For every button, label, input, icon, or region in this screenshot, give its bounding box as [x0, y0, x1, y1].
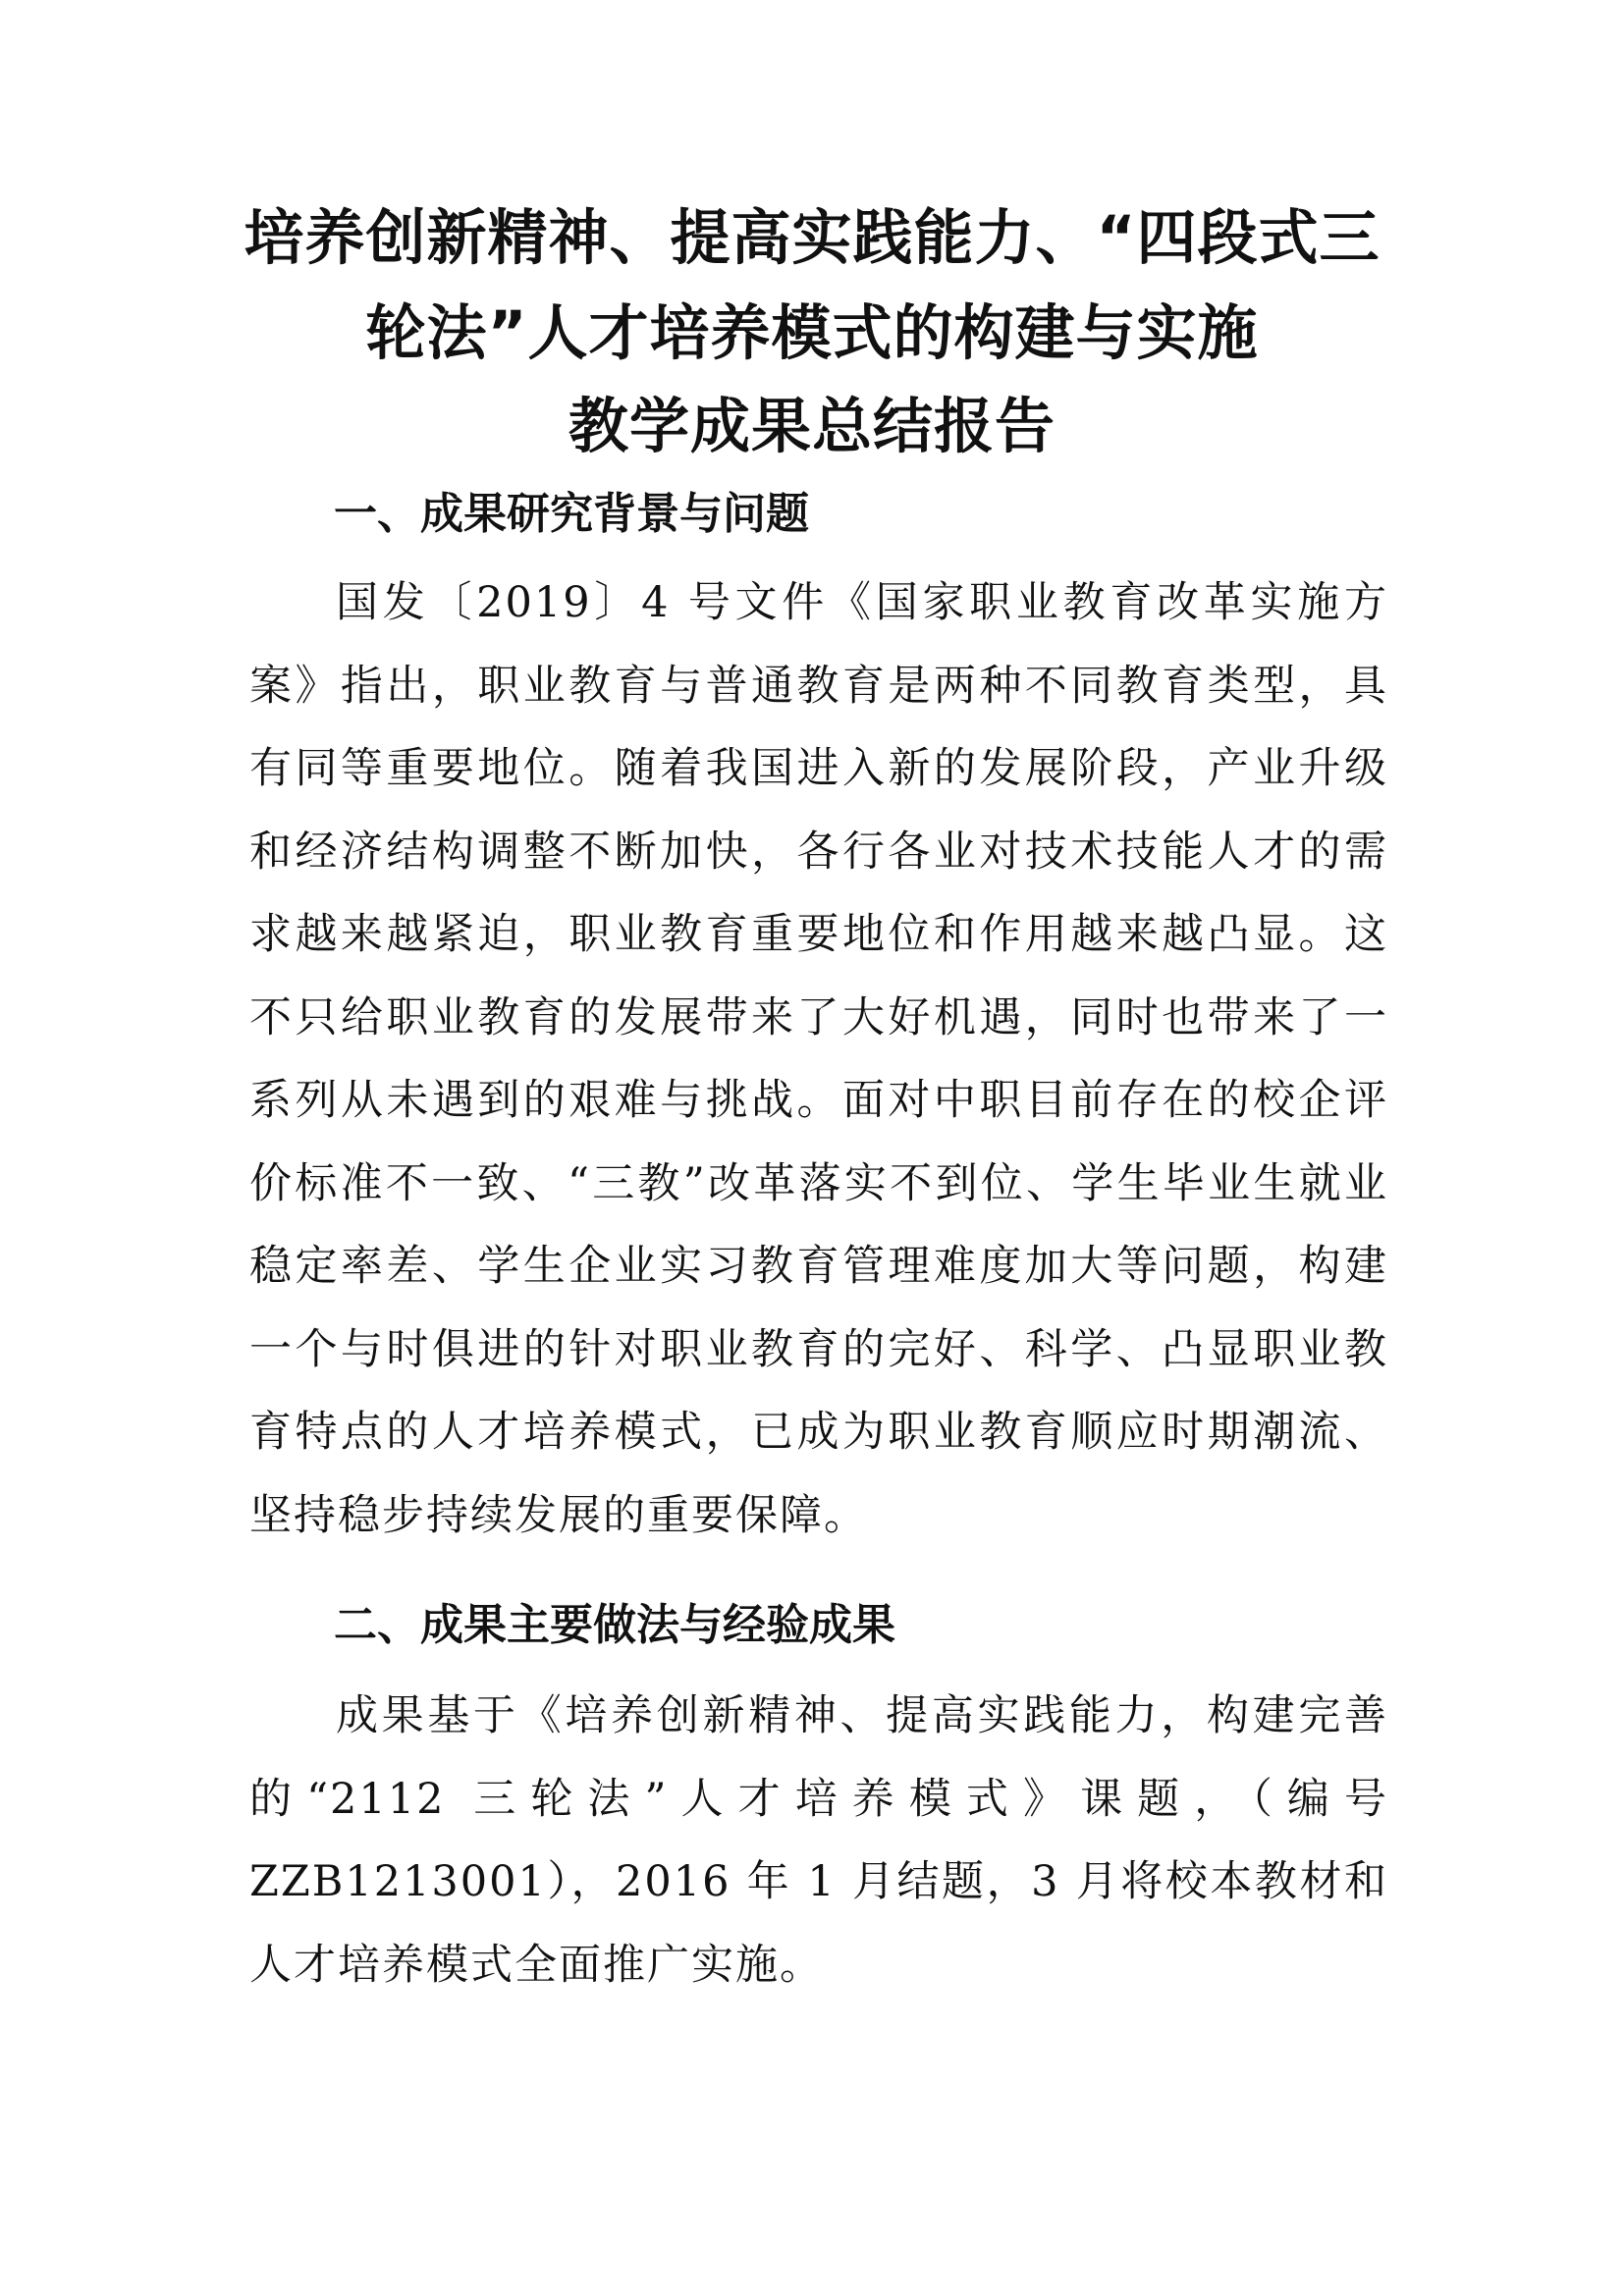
- section-heading-practice: 二、成果主要做法与经验成果: [334, 1600, 895, 1650]
- document-title-line-3: 教学成果总结报告: [568, 392, 1056, 461]
- section-paragraph-background: 国发〔2019〕4 号文件《国家职业教育改革实施方案》指出，职业教育与普通教育是两种不同教育类型，具有同等重要地位。随着我国进入新的发展阶段，产业升级和经济结构调整不断加快，各行各业对技术技能人才的需求越来越紧迫，职业教育重要地位和作用越来越凸显。这不只给职业教育的发展带来了大好机遇，同时也带来了一系列从未遇到的艰难与挑战。面对中职目前存在的校企评价标准不一致、“三教”改革落实不到位、学生毕业生就业稳定率差、学生企业实习教育管理难度加大等问题，构建一个与时俱进的针对职业教育的完好、科学、凸显职业教育特点的人才培养模式，已成为职业教育顺应时期潮流、坚持稳步持续发展的重要保障。: [249, 578, 1388, 1540]
- document-title-line-1: 培养创新精神、提高实践能力、“四段式三: [244, 203, 1380, 273]
- section-paragraph-practice: 成果基于《培养创新精神、提高实践能力，构建完善的“2112 三轮法”人才培养模式》课题，（编号 ZZB1213001），2016 年 1 月结题，3 月将校本教材和人才培养模式全面推广实施。: [249, 1691, 1388, 1990]
- section-heading-background: 一、成果研究背景与问题: [334, 489, 809, 539]
- document-title-line-2: 轮法”人才培养模式的构建与实施: [365, 298, 1259, 368]
